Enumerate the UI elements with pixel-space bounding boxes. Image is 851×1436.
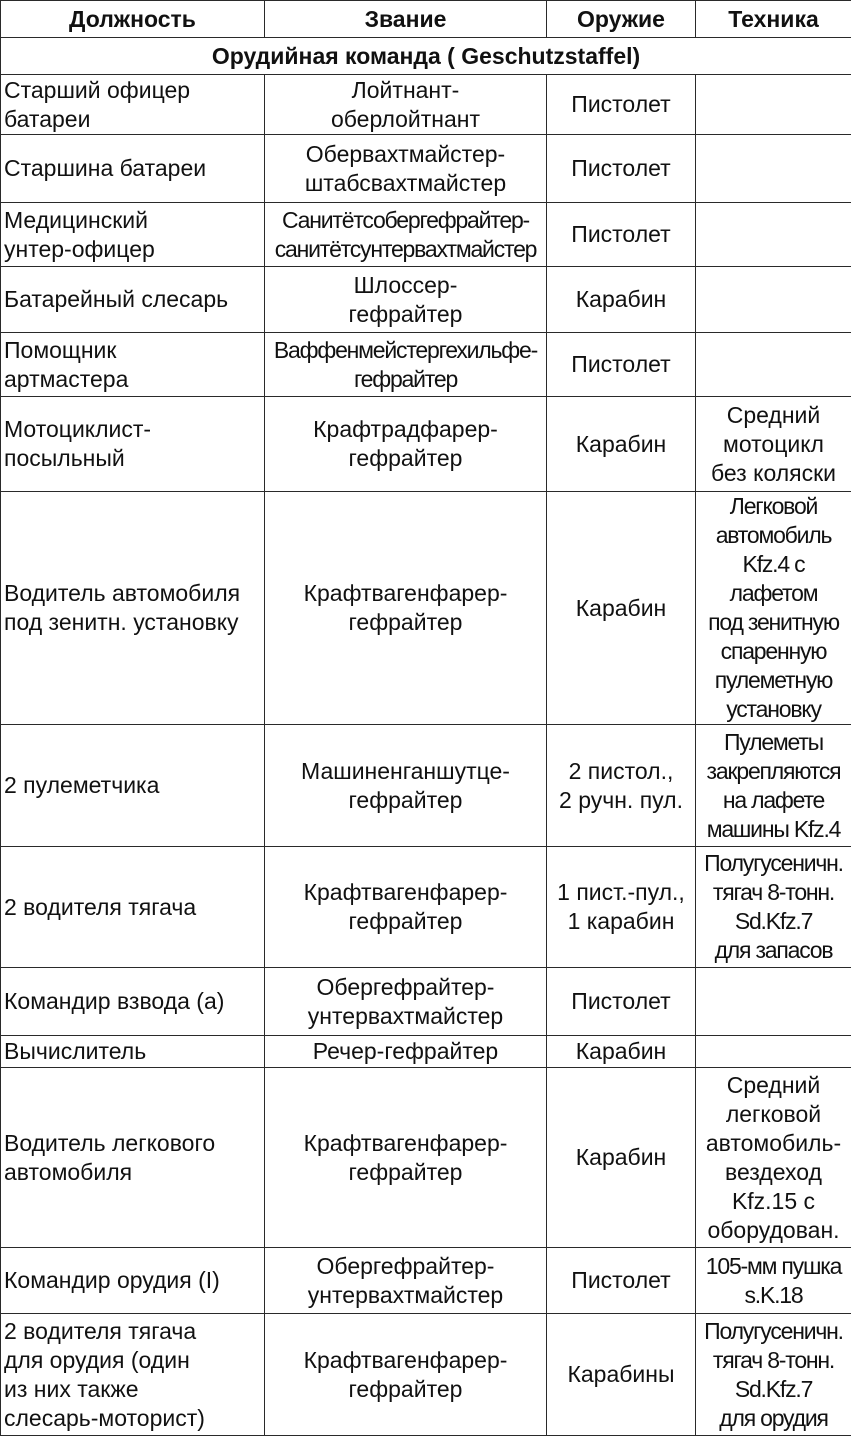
cell-rank: Ваффенмейстергехильфе- гефрайтер: [265, 333, 547, 397]
cell-position: Водитель легкового автомобиля: [1, 1068, 265, 1248]
table-row: [1, 1248, 851, 1314]
cell-position: Помощник артмастера: [1, 333, 265, 397]
table-body: [1, 38, 851, 1436]
cell-rank: Шлоссер- гефрайтер: [265, 267, 547, 333]
cell-vehicle: Пулеметы закрепляются на лафете машины Kfz.4: [696, 725, 851, 847]
cell-rank: Обервахтмайстер- штабсвахтмайстер: [265, 135, 547, 203]
table-row: [1, 847, 851, 968]
cell-position: 2 водителя тягача для орудия (один из них также слесарь-моторист): [1, 1314, 265, 1436]
cell-rank: Обергефрайтер- унтервахтмайстер: [265, 968, 547, 1036]
table-row: [1, 333, 851, 397]
table-row: [1, 492, 851, 725]
cell-vehicle: [696, 75, 851, 135]
cell-position: 2 водителя тягача: [1, 847, 265, 968]
table-row: [1, 135, 851, 203]
cell-vehicle: Средний легковой автомобиль- вездеход Kfz.15 с оборудован.: [696, 1068, 851, 1248]
cell-rank: Крафтвагенфарер- гефрайтер: [265, 492, 547, 725]
cell-weapon: 1 пист.-пул., 1 карабин: [547, 847, 696, 968]
section-title: Орудийная команда ( Geschutzstaffel): [1, 38, 851, 75]
cell-vehicle: [696, 267, 851, 333]
cell-rank: Речер-гефрайтер: [265, 1036, 547, 1068]
cell-rank: Крафтвагенфарер- гефрайтер: [265, 847, 547, 968]
table-row: [1, 75, 851, 135]
cell-weapon: Карабин: [547, 397, 696, 492]
cell-position: Медицинский унтер-офицер: [1, 203, 265, 267]
cell-weapon: Карабин: [547, 267, 696, 333]
cell-weapon: Пистолет: [547, 75, 696, 135]
table-row: [1, 968, 851, 1036]
table-row: [1, 267, 851, 333]
column-header-weapon: Оружие: [547, 1, 696, 38]
cell-rank: Крафтвагенфарер- гефрайтер: [265, 1314, 547, 1436]
column-header-rank: Звание: [265, 1, 547, 38]
cell-position: Командир взвода (а): [1, 968, 265, 1036]
cell-rank: Лойтнант- оберлойтнант: [265, 75, 547, 135]
cell-weapon: Пистолет: [547, 1248, 696, 1314]
cell-vehicle: [696, 1036, 851, 1068]
table-row: [1, 397, 851, 492]
cell-position: Водитель автомобиля под зенитн. установку: [1, 492, 265, 725]
cell-weapon: Пистолет: [547, 203, 696, 267]
table-row: [1, 1036, 851, 1068]
table-row: [1, 1314, 851, 1436]
table-row: [1, 203, 851, 267]
column-header-vehicle: Техника: [696, 1, 851, 38]
section-row: [1, 38, 851, 75]
table-header: [1, 1, 851, 38]
cell-rank: Машиненганшутце- гефрайтер: [265, 725, 547, 847]
cell-vehicle: Полугусеничн. тягач 8-тонн. Sd.Kfz.7 для запасов: [696, 847, 851, 968]
cell-position: Вычислитель: [1, 1036, 265, 1068]
cell-vehicle: Полугусеничн. тягач 8-тонн. Sd.Kfz.7 для орудия: [696, 1314, 851, 1436]
table-row: [1, 1068, 851, 1248]
cell-weapon: Пистолет: [547, 968, 696, 1036]
cell-weapon: Пистолет: [547, 135, 696, 203]
cell-weapon: Карабин: [547, 1036, 696, 1068]
cell-position: Мотоциклист- посыльный: [1, 397, 265, 492]
cell-weapon: Пистолет: [547, 333, 696, 397]
cell-position: Старшина батареи: [1, 135, 265, 203]
table-row: [1, 725, 851, 847]
cell-position: Командир орудия (I): [1, 1248, 265, 1314]
cell-rank: Крафтвагенфарер- гефрайтер: [265, 1068, 547, 1248]
cell-vehicle: [696, 135, 851, 203]
cell-rank: Обергефрайтер- унтервахтмайстер: [265, 1248, 547, 1314]
cell-rank: Санитётсобергефрайтер- санитётсунтервахтмайстер: [265, 203, 547, 267]
cell-position: 2 пулеметчика: [1, 725, 265, 847]
cell-vehicle: 105-мм пушка s.K.18: [696, 1248, 851, 1314]
cell-position: Старший офицер батареи: [1, 75, 265, 135]
cell-vehicle: [696, 203, 851, 267]
cell-rank: Крафтрадфарер- гефрайтер: [265, 397, 547, 492]
cell-position: Батарейный слесарь: [1, 267, 265, 333]
header-row: [1, 1, 851, 38]
cell-vehicle: [696, 968, 851, 1036]
cell-weapon: Карабин: [547, 1068, 696, 1248]
cell-weapon: Карабин: [547, 492, 696, 725]
cell-weapon: Карабины: [547, 1314, 696, 1436]
cell-vehicle: Средний мотоцикл без коляски: [696, 397, 851, 492]
cell-vehicle: [696, 333, 851, 397]
column-header-position: Должность: [1, 1, 265, 38]
cell-weapon: 2 пистол., 2 ручн. пул.: [547, 725, 696, 847]
cell-vehicle: Легковой автомобиль Kfz.4 с лафетом под зенитную спаренную пулеметную установку: [696, 492, 851, 725]
